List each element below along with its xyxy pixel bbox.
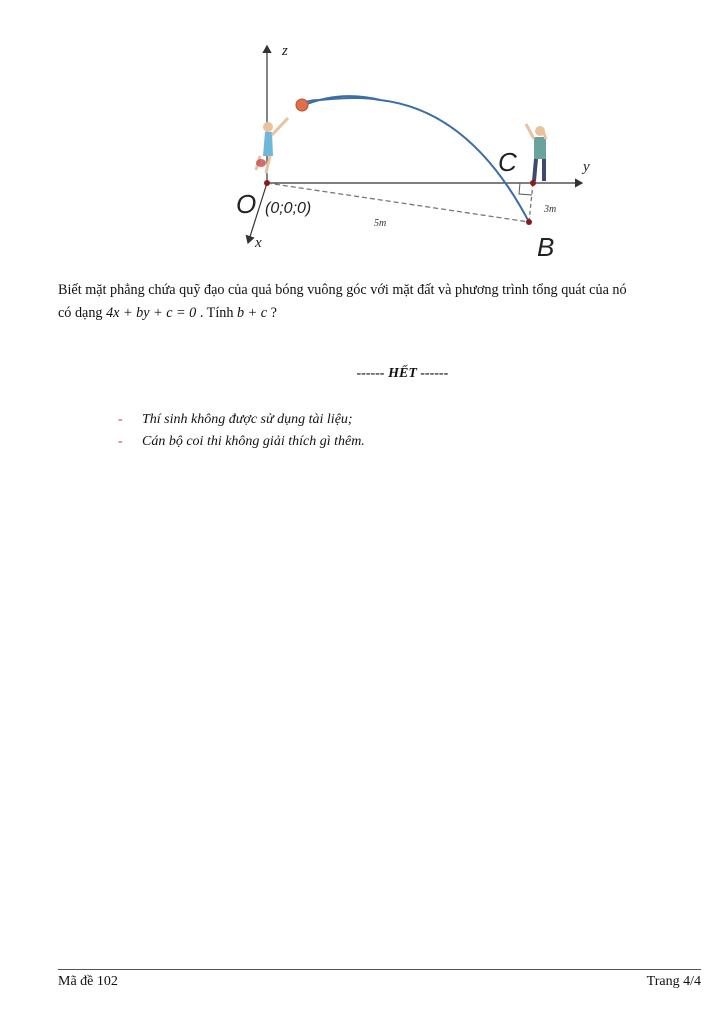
cb-dashed-line bbox=[529, 183, 533, 222]
note-text: Thí sinh không được sử dụng tài liệu; bbox=[142, 412, 353, 427]
note-item bbox=[118, 409, 365, 431]
y-axis-label: y bbox=[583, 159, 590, 175]
problem-suffix: ? bbox=[267, 305, 277, 321]
point-b-label: B bbox=[537, 232, 555, 262]
ball-icon bbox=[296, 99, 308, 111]
right-angle-mark bbox=[519, 183, 532, 195]
point-o-label: O bbox=[236, 189, 257, 219]
note-item bbox=[118, 431, 365, 453]
x-axis-label: x bbox=[255, 235, 262, 251]
player-thrower-icon bbox=[256, 118, 288, 173]
trajectory-figure bbox=[230, 38, 610, 263]
target-expression: b + c bbox=[237, 305, 268, 321]
problem-line-1: Biết mặt phẳng chứa quỹ đạo của quả bóng vuông góc với mặt đất và phương trình tổng quát của nó bbox=[58, 282, 627, 298]
problem-prefix: có dạng bbox=[58, 305, 107, 321]
page-number: Trang 4/4 bbox=[646, 974, 701, 989]
distance-ob-label: 5m bbox=[374, 218, 387, 229]
point-c-label: C bbox=[498, 147, 517, 177]
exam-code: Mã đề 102 bbox=[58, 974, 118, 989]
z-axis-label: z bbox=[282, 43, 288, 59]
note-bullet: - bbox=[118, 412, 123, 427]
point-b-marker bbox=[526, 219, 532, 225]
note-bullet: - bbox=[118, 434, 123, 449]
origin-coordinates: (0;0;0) bbox=[265, 200, 312, 217]
note-text: Cán bộ coi thi không giải thích gì thêm. bbox=[142, 434, 365, 449]
ball-trajectory bbox=[302, 96, 529, 222]
point-c-marker bbox=[530, 180, 536, 186]
distance-cb-label: 3m bbox=[544, 204, 557, 215]
player-receiver-icon bbox=[526, 124, 546, 181]
coordinate-diagram bbox=[230, 38, 610, 263]
problem-middle: . Tính bbox=[196, 305, 237, 321]
end-marker: ------ HẾT ------ bbox=[356, 366, 449, 381]
point-o-marker bbox=[264, 180, 270, 186]
problem-statement bbox=[58, 279, 703, 325]
plane-equation: 4x + by + c = 0 bbox=[106, 305, 197, 321]
problem-line-2 bbox=[58, 302, 703, 325]
footer-divider bbox=[58, 969, 701, 970]
exam-notes bbox=[118, 409, 365, 453]
